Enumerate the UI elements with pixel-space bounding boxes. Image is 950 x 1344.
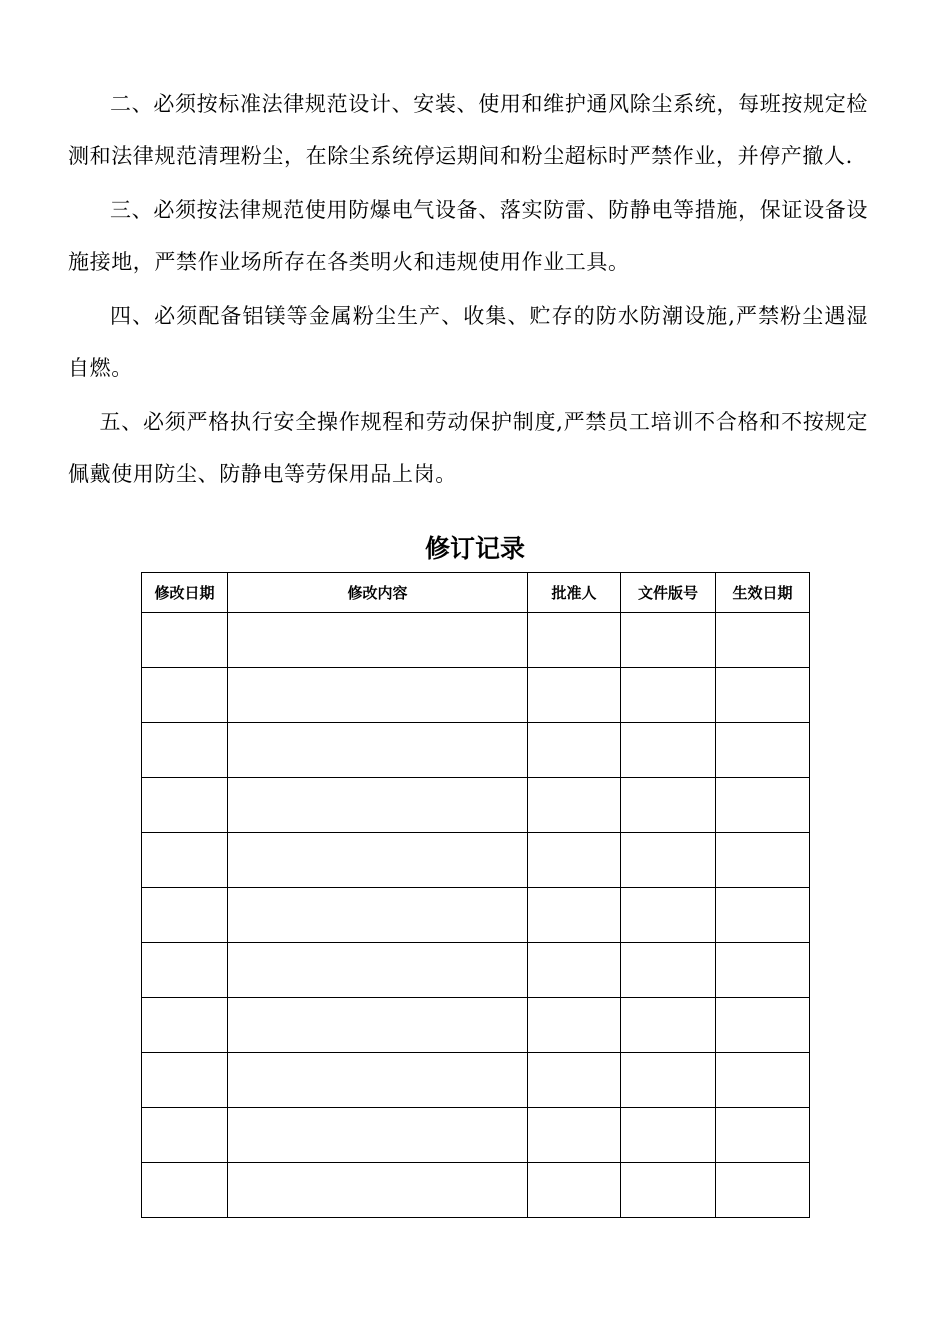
header-document-version: 文件版号 (621, 573, 716, 613)
cell-modify-content (228, 833, 528, 888)
cell-modify-content (228, 888, 528, 943)
cell-approver (528, 1053, 621, 1108)
cell-modify-date (142, 1163, 228, 1218)
cell-approver (528, 888, 621, 943)
header-approver: 批准人 (528, 573, 621, 613)
cell-document-version (621, 613, 716, 668)
cell-effective-date (716, 1053, 810, 1108)
cell-modify-content (228, 1108, 528, 1163)
cell-modify-date (142, 1108, 228, 1163)
table-row (142, 613, 810, 668)
cell-modify-date (142, 1053, 228, 1108)
cell-document-version (621, 998, 716, 1053)
cell-document-version (621, 723, 716, 778)
cell-approver (528, 833, 621, 888)
cell-effective-date (716, 613, 810, 668)
revision-record-title: 修订记录 (424, 534, 525, 563)
paragraph-4: 四、必须配备铝镁等金属粉尘生产、收集、贮存的防水防潮设施,严禁粉尘遇湿自燃。 (68, 304, 868, 380)
cell-modify-date (142, 833, 228, 888)
cell-modify-date (142, 888, 228, 943)
header-effective-date: 生效日期 (716, 573, 810, 613)
cell-approver (528, 943, 621, 998)
paragraph-2: 二、必须按标准法律规范设计、安装、使用和维护通风除尘系统，每班按规定检测和法律规范清理粉尘，在除尘系统停运期间和粉尘超标时严禁作业，并停产撤人. (68, 92, 868, 168)
cell-modify-content (228, 1053, 528, 1108)
cell-effective-date (716, 1108, 810, 1163)
cell-document-version (621, 1053, 716, 1108)
cell-document-version (621, 668, 716, 723)
table-row (142, 1053, 810, 1108)
header-modify-content: 修改内容 (228, 573, 528, 613)
table-row (142, 723, 810, 778)
cell-document-version (621, 778, 716, 833)
table-row (142, 1108, 810, 1163)
cell-approver (528, 778, 621, 833)
paragraph-3: 三、必须按法律规范使用防爆电气设备、落实防雷、防静电等措施，保证设备设施接地，严禁作业场所存在各类明火和违规使用作业工具。 (68, 198, 868, 274)
cell-effective-date (716, 778, 810, 833)
table-row (142, 943, 810, 998)
cell-approver (528, 668, 621, 723)
table-row (142, 1163, 810, 1218)
cell-document-version (621, 1108, 716, 1163)
cell-effective-date (716, 998, 810, 1053)
cell-modify-content (228, 723, 528, 778)
cell-document-version (621, 943, 716, 998)
cell-approver (528, 1108, 621, 1163)
cell-approver (528, 613, 621, 668)
table-row (142, 888, 810, 943)
cell-modify-date (142, 723, 228, 778)
cell-modify-date (142, 943, 228, 998)
table-row (142, 998, 810, 1053)
cell-modify-content (228, 943, 528, 998)
cell-document-version (621, 1163, 716, 1218)
cell-effective-date (716, 1163, 810, 1218)
cell-modify-content (228, 1163, 528, 1218)
table-header-row (142, 573, 810, 613)
cell-modify-date (142, 998, 228, 1053)
cell-approver (528, 1163, 621, 1218)
body-paragraphs (68, 78, 868, 502)
cell-approver (528, 998, 621, 1053)
cell-effective-date (716, 833, 810, 888)
cell-document-version (621, 888, 716, 943)
revision-record-table (141, 572, 810, 1218)
table-row (142, 778, 810, 833)
header-modify-date: 修改日期 (142, 573, 228, 613)
cell-modify-content (228, 613, 528, 668)
table-row (142, 668, 810, 723)
cell-effective-date (716, 943, 810, 998)
paragraph-5: 五、必须严格执行安全操作规程和劳动保护制度,严禁员工培训不合格和不按规定佩戴使用防尘、防静电等劳保用品上岗。 (68, 410, 868, 486)
cell-effective-date (716, 888, 810, 943)
cell-modify-content (228, 778, 528, 833)
cell-modify-content (228, 668, 528, 723)
cell-modify-date (142, 613, 228, 668)
cell-effective-date (716, 668, 810, 723)
cell-modify-date (142, 668, 228, 723)
table-body (142, 613, 810, 1218)
cell-approver (528, 723, 621, 778)
cell-modify-content (228, 998, 528, 1053)
table-row (142, 833, 810, 888)
cell-effective-date (716, 723, 810, 778)
cell-document-version (621, 833, 716, 888)
cell-modify-date (142, 778, 228, 833)
